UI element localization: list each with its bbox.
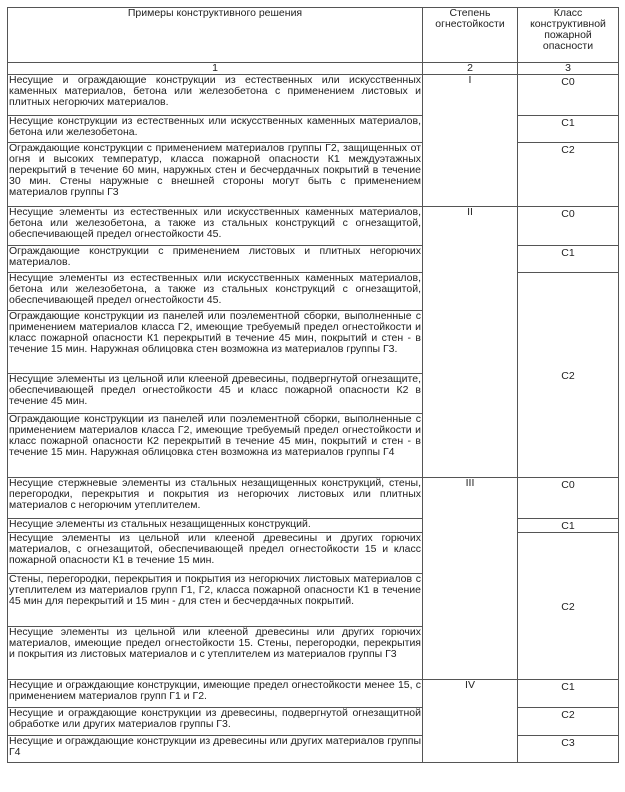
- row-description: Ограждающие конструкции с применением материалов группы Г2, защищенных от огня и высоких температур, класса пожарной опасности К1 междуэтажных перекрытий в течение 60 мин, наружных стен и бесчердачных покрытий в течение 30 мин. Стены наружные с внешней стороны могут быть с применением материалов группы Г3: [8, 143, 423, 207]
- degree-cell: II: [423, 207, 518, 478]
- row-description: Несущие конструкции из естественных или искусственных каменных материалов, бетона или железобетона.: [8, 116, 423, 143]
- class-value: С0: [561, 208, 575, 220]
- class-value: С2: [561, 600, 575, 613]
- row-description: Несущие элементы из естественных или искусственных каменных материалов, бетона или железобетона, а также из стальных конструкций с огнезащитой, обеспечивающей предел огнестойкости 45.: [8, 273, 423, 311]
- class-cell: [518, 116, 619, 143]
- degree-cell: I: [423, 75, 518, 207]
- class-cell: [518, 75, 619, 116]
- class-cell: [518, 708, 619, 736]
- table-row: [8, 207, 619, 246]
- column-number-2: 2: [423, 63, 518, 75]
- table-row: [8, 143, 619, 207]
- row-description: Несущие элементы из цельной или клееной древесины или других горючих материалов, имеющие предел огнестойкости 15. Стены, перегородки, перекрытия и покрытия из листовых материалов и с утеплителем из материалов группы Г3: [8, 627, 423, 680]
- class-value: С0: [561, 479, 575, 491]
- class-value: С0: [561, 76, 575, 88]
- row-description: Несущие элементы из цельной или клееной древесины и других горючих материалов, с огнезащитой, обеспечивающей предел огнестойкости 15 и класс пожарной опасности К1 в течение 15 мин.: [8, 533, 423, 574]
- fire-resistance-table: [7, 7, 619, 763]
- table-row: [8, 246, 619, 273]
- table-row: [8, 680, 619, 708]
- class-cell: [518, 143, 619, 207]
- header-examples: Примеры конструктивного решения: [8, 8, 423, 63]
- class-cell: [518, 533, 619, 680]
- class-cell: [518, 519, 619, 533]
- row-description: Несущие и ограждающие конструкции, имеющие предел огнестойкости менее 15, с применением материалов групп Г1 и Г2.: [8, 680, 423, 708]
- class-value: С1: [561, 247, 575, 259]
- row-description: Несущие стержневые элементы из стальных незащищенных конструкций, стены, перегородки, перекрытия и покрытия из негорючих листовых или плитных материалов с негорючим утеплителем.: [8, 478, 423, 519]
- header-fire-resistance-degree: Степень огнестойкости: [423, 8, 518, 63]
- table-row: [8, 75, 619, 116]
- row-description: Ограждающие конструкции с применением листовых и плитных негорючих материалов.: [8, 246, 423, 273]
- degree-cell: III: [423, 478, 518, 680]
- class-value: С2: [561, 709, 575, 721]
- row-description: Несущие элементы из цельной или клееной древесины, подвергнутой огнезащите, обеспечивающей предел огнестойкости 45 и класс пожарной опасности К2 в течение 45 мин.: [8, 374, 423, 414]
- table-row: [8, 273, 619, 311]
- row-description: Несущие и ограждающие конструкции из древесины, подвергнутой огнезащитной обработке или других материалов группы Г3.: [8, 708, 423, 736]
- class-cell: [518, 680, 619, 708]
- class-cell: [518, 478, 619, 519]
- row-description: Несущие элементы из стальных незащищенных конструкций.: [8, 519, 423, 533]
- class-cell: [518, 246, 619, 273]
- table-row: [8, 478, 619, 519]
- column-number-1: 1: [8, 63, 423, 75]
- table-row: [8, 708, 619, 736]
- row-description: Несущие элементы из естественных или искусственных каменных материалов, бетона или железобетона, а также из стальных конструкций с огнезащитой, обеспечивающей предел огнестойкости 45.: [8, 207, 423, 246]
- row-description: Несущие и ограждающие конструкции из естественных или искусственных каменных материалов, бетона или железобетона с применением листовых и плитных негорючих материалов.: [8, 75, 423, 116]
- table-row: [8, 736, 619, 763]
- column-number-3: 3: [518, 63, 619, 75]
- class-value: С2: [561, 369, 575, 382]
- degree-cell: IV: [423, 680, 518, 763]
- class-cell: [518, 207, 619, 246]
- table-row: [8, 116, 619, 143]
- row-description: Несущие и ограждающие конструкции из древесины или других материалов группы Г4: [8, 736, 423, 763]
- table-row: [8, 519, 619, 533]
- table-row: [8, 533, 619, 574]
- row-description: Ограждающие конструкции из панелей или поэлементной сборки, выполненные с применением материалов класса Г2, имеющие требуемый предел огнестойкости и класс пожарной опасности К1 перекрытий в течение 45 мин, покрытий и стен - в течение 15 мин. Наружная облицовка стен возможна из материалов группы Г3.: [8, 311, 423, 374]
- class-value: С1: [561, 117, 575, 129]
- header-fire-hazard-class: Класс конструктивной пожарной опасности: [518, 8, 619, 63]
- class-value: С2: [561, 144, 575, 156]
- class-value: С1: [561, 681, 575, 693]
- header-row: [8, 8, 619, 63]
- class-cell: [518, 736, 619, 763]
- class-value: С3: [561, 737, 575, 749]
- row-description: Стены, перегородки, перекрытия и покрытия из негорючих листовых материалов с утеплителем из материалов групп Г1, Г2, класса пожарной опасности К1 в течение 45 мин для перекрытий и 15 мин - для стен и бесчердачных покрытий.: [8, 574, 423, 627]
- class-cell: [518, 273, 619, 478]
- column-number-row: [8, 63, 619, 75]
- row-description: Ограждающие конструкции из панелей или поэлементной сборки, выполненные с применением материалов класса Г2, имеющие требуемый предел огнестойкости и класс пожарной опасности К2 перекрытий в течение 45 мин, покрытий и стен - в течение 15 мин. Наружная облицовка стен возможна из материалов группы Г4: [8, 414, 423, 478]
- class-value: С1: [561, 520, 575, 532]
